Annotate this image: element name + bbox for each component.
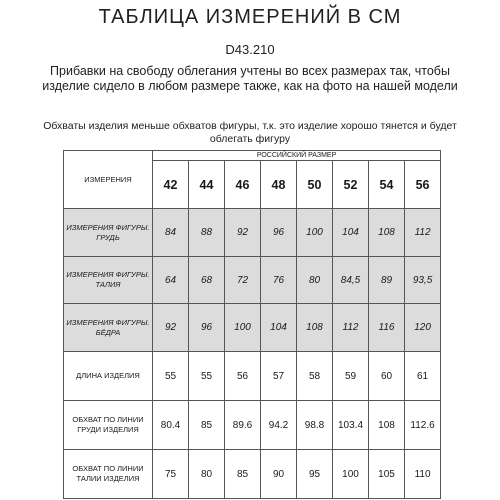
table-row-length bbox=[64, 352, 441, 401]
stretch-note: Обхваты изделия меньше обхватов фигуры, т.к. это изделие хорошо тянется и будет облегать фигуру bbox=[43, 120, 457, 145]
page-title: ТАБЛИЦА ИЗМЕРЕНИЙ В СМ bbox=[98, 6, 402, 28]
table-cell: 100 bbox=[225, 304, 261, 352]
table-cell: 112 bbox=[333, 304, 369, 352]
row-label: ИЗМЕРЕНИЯ ФИГУРЫ. БЁДРА bbox=[64, 304, 153, 352]
table-cell: 93,5 bbox=[405, 257, 441, 304]
table-cell: 55 bbox=[153, 352, 189, 401]
table-cell: 85 bbox=[189, 401, 225, 450]
size-header: 56 bbox=[405, 161, 441, 209]
table-cell: 84,5 bbox=[333, 257, 369, 304]
fit-note: Прибавки на свободу облегания учтены во всех размерах так, чтобы изделие сидело в любом размере также, как на фото на нашей модели bbox=[42, 64, 458, 93]
table-cell: 89.6 bbox=[225, 401, 261, 450]
table-cell: 80.4 bbox=[153, 401, 189, 450]
table-cell: 103.4 bbox=[333, 401, 369, 450]
size-header: 44 bbox=[189, 161, 225, 209]
table-cell: 96 bbox=[189, 304, 225, 352]
measurements-header: ИЗМЕРЕНИЯ bbox=[64, 151, 153, 209]
row-label: ОБХВАТ ПО ЛИНИИ ТАЛИИ ИЗДЕЛИЯ bbox=[64, 450, 153, 499]
table-cell: 84 bbox=[153, 209, 189, 257]
table-cell: 72 bbox=[225, 257, 261, 304]
table-cell: 95 bbox=[297, 450, 333, 499]
size-header: 52 bbox=[333, 161, 369, 209]
row-label: ОБХВАТ ПО ЛИНИИ ГРУДИ ИЗДЕЛИЯ bbox=[64, 401, 153, 450]
table-cell: 104 bbox=[261, 304, 297, 352]
size-header: 46 bbox=[225, 161, 261, 209]
table-cell: 57 bbox=[261, 352, 297, 401]
table-cell: 112.6 bbox=[405, 401, 441, 450]
table-cell: 92 bbox=[225, 209, 261, 257]
table-cell: 80 bbox=[189, 450, 225, 499]
table-cell: 61 bbox=[405, 352, 441, 401]
table-cell: 104 bbox=[333, 209, 369, 257]
table-cell: 108 bbox=[297, 304, 333, 352]
table-cell: 120 bbox=[405, 304, 441, 352]
table-cell: 94.2 bbox=[261, 401, 297, 450]
table-cell: 55 bbox=[189, 352, 225, 401]
table-cell: 110 bbox=[405, 450, 441, 499]
size-header: 50 bbox=[297, 161, 333, 209]
table-cell: 108 bbox=[369, 209, 405, 257]
table-cell: 108 bbox=[369, 401, 405, 450]
table-cell: 88 bbox=[189, 209, 225, 257]
size-table bbox=[63, 150, 441, 499]
table-cell: 59 bbox=[333, 352, 369, 401]
table-cell: 60 bbox=[369, 352, 405, 401]
row-label: ДЛИНА ИЗДЕЛИЯ bbox=[64, 352, 153, 401]
table-cell: 80 bbox=[297, 257, 333, 304]
table-row-bust bbox=[64, 209, 441, 257]
table-cell: 90 bbox=[261, 450, 297, 499]
table-cell: 68 bbox=[189, 257, 225, 304]
table-cell: 58 bbox=[297, 352, 333, 401]
row-label: ИЗМЕРЕНИЯ ФИГУРЫ. ТАЛИЯ bbox=[64, 257, 153, 304]
table-cell: 116 bbox=[369, 304, 405, 352]
table-cell: 56 bbox=[225, 352, 261, 401]
size-header: 42 bbox=[153, 161, 189, 209]
russian-size-header: РОССИЙСКИЙ РАЗМЕР bbox=[153, 151, 441, 161]
table-cell: 92 bbox=[153, 304, 189, 352]
table-cell: 75 bbox=[153, 450, 189, 499]
table-cell: 98.8 bbox=[297, 401, 333, 450]
table-cell: 96 bbox=[261, 209, 297, 257]
table-cell: 100 bbox=[333, 450, 369, 499]
size-header: 54 bbox=[369, 161, 405, 209]
table-cell: 76 bbox=[261, 257, 297, 304]
table-row-waist bbox=[64, 257, 441, 304]
row-label: ИЗМЕРЕНИЯ ФИГУРЫ. ГРУДЬ bbox=[64, 209, 153, 257]
table-cell: 105 bbox=[369, 450, 405, 499]
size-header: 48 bbox=[261, 161, 297, 209]
table-cell: 112 bbox=[405, 209, 441, 257]
table-cell: 100 bbox=[297, 209, 333, 257]
product-code: D43.210 bbox=[225, 42, 275, 57]
table-cell: 85 bbox=[225, 450, 261, 499]
table-row-garment-waist bbox=[64, 450, 441, 499]
table-row-hips bbox=[64, 304, 441, 352]
table-cell: 64 bbox=[153, 257, 189, 304]
table-row-garment-bust bbox=[64, 401, 441, 450]
table-cell: 89 bbox=[369, 257, 405, 304]
